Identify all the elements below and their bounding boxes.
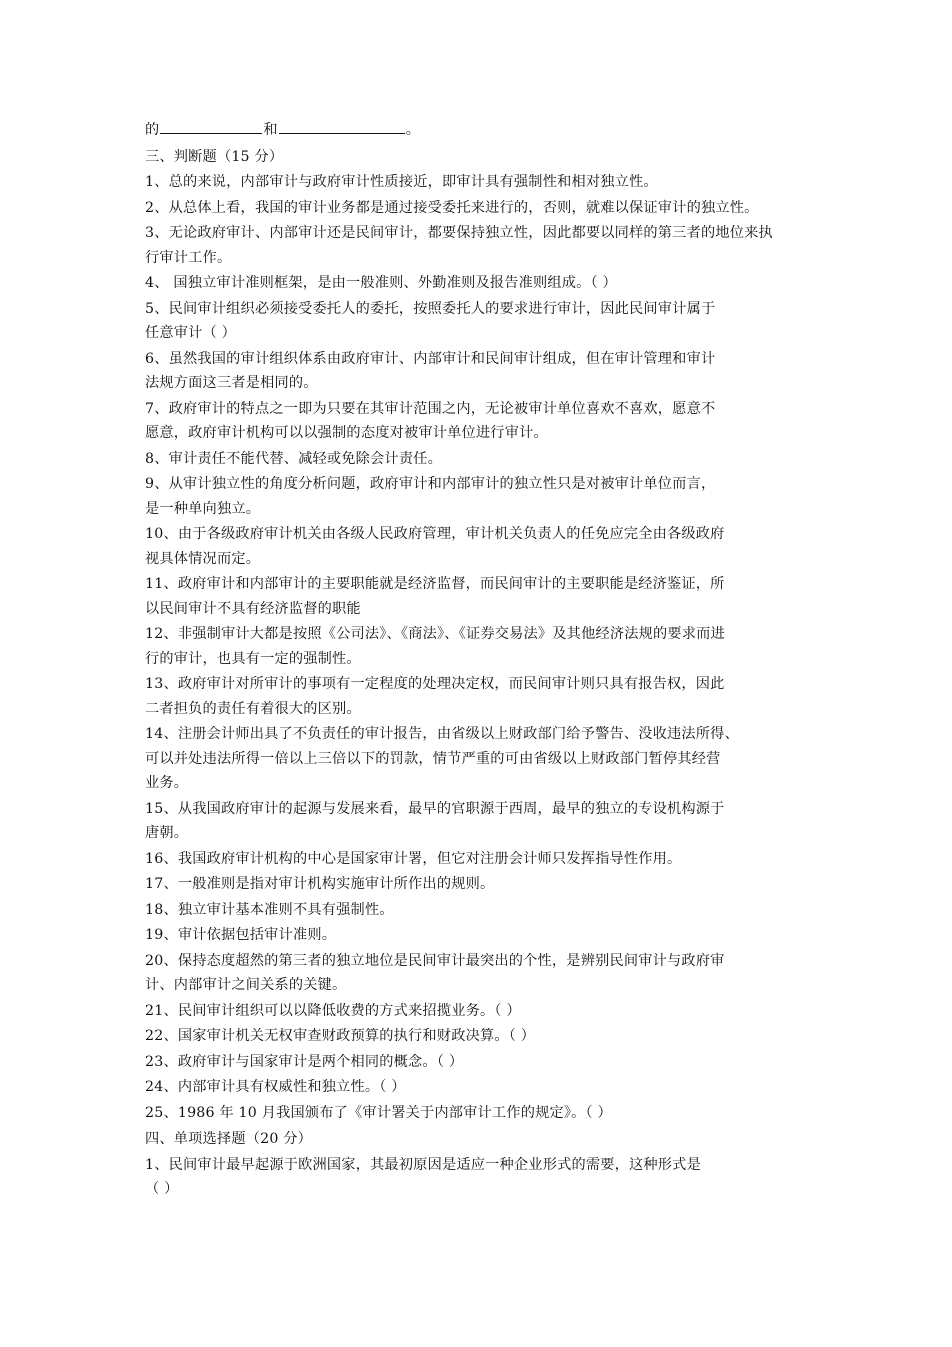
question-text-line: 18、独立审计基本准则不具有强制性。 bbox=[145, 901, 394, 918]
question-text-line: 20、保持态度超然的第三者的独立地位是民间审计最突出的个性，是辨别民间审计与政府审 bbox=[145, 952, 725, 969]
true-false-question-2 bbox=[145, 196, 880, 221]
question-text-line: 视具体情况而定。 bbox=[145, 550, 261, 567]
question-text-line: 16、我国政府审计机构的中心是国家审计署，但它对注册会计师只发挥指导性作用。 bbox=[145, 850, 682, 867]
true-false-question-13 bbox=[145, 672, 880, 721]
question-text-line: 是一种单向独立。 bbox=[145, 500, 261, 517]
question-text-line: 1、总的来说，内部审计与政府审计性质接近，即审计具有强制性和相对独立性。 bbox=[145, 174, 658, 190]
question-text-line: 23、政府审计与国家审计是两个相同的概念。（ ） bbox=[145, 1053, 464, 1070]
question-text-line: 10、由于各级政府审计机关由各级人民政府管理，审计机关负责人的任免应完全由各级政府 bbox=[145, 526, 725, 542]
single-choice-question-list bbox=[145, 1153, 880, 1202]
question-text-line: 8、审计责任不能代替、减轻或免除会计责任。 bbox=[145, 450, 442, 467]
true-false-question-21 bbox=[145, 999, 880, 1024]
true-false-question-23 bbox=[145, 1050, 880, 1075]
document-body bbox=[145, 118, 880, 1202]
question-text-line: 17、一般准则是指对审计机构实施审计所作出的规则。 bbox=[145, 876, 495, 892]
true-false-question-11 bbox=[145, 572, 880, 621]
true-false-question-1 bbox=[145, 170, 880, 195]
true-false-question-22 bbox=[145, 1024, 880, 1049]
question-text-line: 2、从总体上看，我国的审计业务都是通过接受委托来进行的，否则，就难以保证审计的独立性。 bbox=[145, 199, 759, 216]
question-text-line: 22、国家审计机关无权审查财政预算的执行和财政决算。（ ） bbox=[145, 1028, 536, 1044]
question-text-line: 唐朝。 bbox=[145, 825, 189, 841]
single-choice-question-1 bbox=[145, 1153, 880, 1202]
question-text-line: 行审计工作。 bbox=[145, 249, 232, 266]
answer-blank-1[interactable] bbox=[160, 119, 262, 134]
true-false-question-9 bbox=[145, 472, 880, 521]
question-text-line: 4、 国独立审计准则框架，是由一般准则、外勤准则及报告准则组成。（ ） bbox=[145, 275, 617, 291]
true-false-question-3 bbox=[145, 221, 880, 270]
question-text-line: 5、民间审计组织必须接受委托人的委托，按照委托人的要求进行审计，因此民间审计属于 bbox=[145, 300, 716, 317]
question-text-line: 24、内部审计具有权威性和独立性。（ ） bbox=[145, 1079, 406, 1095]
fill-in-line: 的 和 。 bbox=[145, 118, 880, 143]
question-text-line: 15、从我国政府审计的起源与发展来看，最早的官职源于西周，最早的独立的专设机构源于 bbox=[145, 800, 725, 817]
question-text-line: 14、注册会计师出具了不负责任的审计报告，由省级以上财政部门给予警告、没收违法所得、 bbox=[145, 726, 739, 742]
true-false-question-6 bbox=[145, 347, 880, 396]
true-false-question-14 bbox=[145, 722, 880, 796]
true-false-question-16 bbox=[145, 847, 880, 872]
true-false-question-4 bbox=[145, 271, 880, 296]
true-false-question-15 bbox=[145, 797, 880, 846]
true-false-question-5 bbox=[145, 297, 880, 346]
question-text-line: 可以并处违法所得一倍以上三倍以下的罚款，情节严重的可由省级以上财政部门暂停其经营 bbox=[145, 750, 721, 767]
true-false-question-8 bbox=[145, 447, 880, 472]
true-false-question-19 bbox=[145, 923, 880, 948]
answer-blank-2[interactable] bbox=[279, 119, 405, 134]
question-text-line: 6、虽然我国的审计组织体系由政府审计、内部审计和民间审计组成，但在审计管理和审计 bbox=[145, 350, 716, 367]
question-text-line: 计、内部审计之间关系的关键。 bbox=[145, 977, 347, 993]
true-false-question-17 bbox=[145, 872, 880, 897]
true-false-question-18 bbox=[145, 898, 880, 923]
question-text-line: 以民间审计不具有经济监督的职能 bbox=[145, 600, 361, 617]
question-text-line: 21、民间审计组织可以以降低收费的方式来招揽业务。（ ） bbox=[145, 1002, 521, 1019]
section-heading-true-false: 三、判断题（15 分） bbox=[145, 148, 284, 165]
question-text-line: 11、政府审计和内部审计的主要职能就是经济监督，而民间审计的主要职能是经济鉴证，所 bbox=[145, 576, 725, 592]
question-text-line: 9、从审计独立性的角度分析问题，政府审计和内部审计的独立性只是对被审计单位而言， bbox=[145, 476, 716, 492]
question-text-line: （ ） bbox=[145, 1181, 179, 1197]
question-text-line: 25、1986 年 10 月我国颁布了《审计署关于内部审计工作的规定》。（ ） bbox=[145, 1104, 612, 1121]
true-false-question-25 bbox=[145, 1101, 880, 1126]
true-false-question-20 bbox=[145, 949, 880, 998]
question-text-line: 愿意，政府审计机构可以以强制的态度对被审计单位进行审计。 bbox=[145, 425, 548, 441]
question-text-line: 13、政府审计对所审计的事项有一定程度的处理决定权，而民间审计则只具有报告权，因此 bbox=[145, 676, 725, 692]
true-false-question-10 bbox=[145, 522, 880, 571]
question-text-line: 1、民间审计最早起源于欧洲国家，其最初原因是适应一种企业形式的需要，这种形式是 bbox=[145, 1156, 701, 1173]
true-false-question-12 bbox=[145, 622, 880, 671]
question-text-line: 12、非强制审计大都是按照《公司法》、《商法》、《证券交易法》及其他经济法规的要求而进 bbox=[145, 626, 725, 642]
question-text-line: 7、政府审计的特点之一即为只要在其审计范围之内，无论被审计单位喜欢不喜欢，愿意不 bbox=[145, 400, 716, 417]
question-text-line: 行的审计，也具有一定的强制性。 bbox=[145, 650, 361, 667]
question-text-line: 法规方面这三者是相同的。 bbox=[145, 375, 318, 391]
section-heading-single-choice: 四、单项选择题（20 分） bbox=[145, 1131, 313, 1147]
question-text-line: 19、审计依据包括审计准则。 bbox=[145, 927, 337, 943]
question-text-line: 3、无论政府审计、内部审计还是民间审计，都要保持独立性，因此都要以同样的第三者的地位来执 bbox=[145, 225, 773, 241]
question-text-line: 任意审计（ ） bbox=[145, 325, 237, 341]
question-text-line: 业务。 bbox=[145, 775, 189, 791]
question-text-line: 二者担负的责任有着很大的区别。 bbox=[145, 700, 361, 717]
true-false-question-7 bbox=[145, 397, 880, 446]
true-false-question-24 bbox=[145, 1075, 880, 1100]
true-false-question-list bbox=[145, 170, 880, 1125]
